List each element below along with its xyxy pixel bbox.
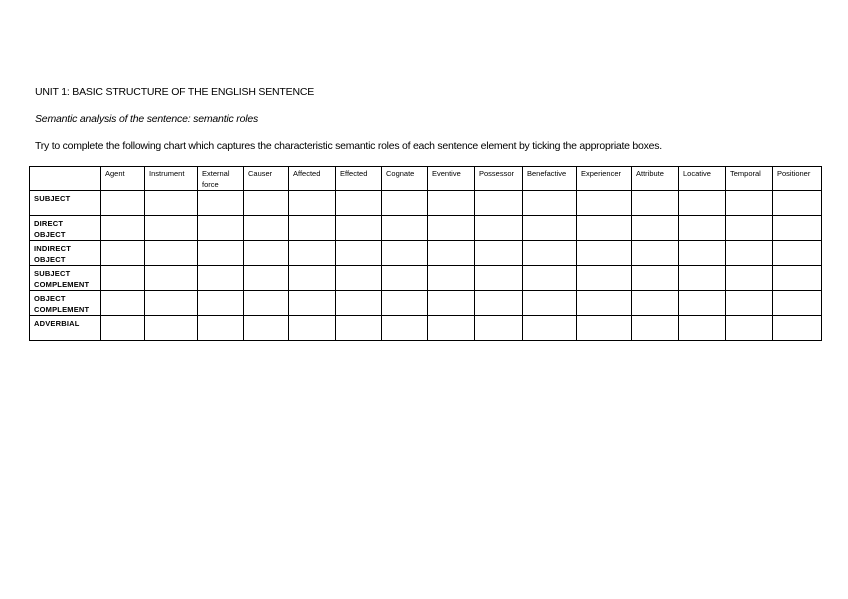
tick-box-cell[interactable] (773, 291, 822, 316)
tick-box-cell[interactable] (198, 241, 244, 266)
table-corner-cell (30, 167, 101, 191)
column-header-eventive: Eventive (428, 167, 475, 191)
tick-box-cell[interactable] (679, 266, 726, 291)
tick-box-cell[interactable] (428, 316, 475, 341)
tick-box-cell[interactable] (632, 266, 679, 291)
column-header-experiencer: Experiencer (577, 167, 632, 191)
tick-box-cell[interactable] (289, 191, 336, 216)
tick-box-cell[interactable] (145, 241, 198, 266)
tick-box-cell[interactable] (577, 316, 632, 341)
tick-box-cell[interactable] (101, 316, 145, 341)
tick-box-cell[interactable] (428, 266, 475, 291)
column-header-external-force: External force (198, 167, 244, 191)
tick-box-cell[interactable] (145, 216, 198, 241)
tick-box-cell[interactable] (145, 291, 198, 316)
column-header-cognate: Cognate (382, 167, 428, 191)
row-header: OBJECT COMPLEMENT (30, 291, 101, 316)
tick-box-cell[interactable] (773, 216, 822, 241)
tick-box-cell[interactable] (336, 241, 382, 266)
table-row (30, 316, 822, 341)
tick-box-cell[interactable] (632, 316, 679, 341)
table-row (30, 266, 822, 291)
row-header: INDIRECT OBJECT (30, 241, 101, 266)
tick-box-cell[interactable] (632, 241, 679, 266)
tick-box-cell[interactable] (632, 291, 679, 316)
tick-box-cell[interactable] (475, 241, 523, 266)
tick-box-cell[interactable] (632, 191, 679, 216)
tick-box-cell[interactable] (726, 241, 773, 266)
tick-box-cell[interactable] (475, 216, 523, 241)
tick-box-cell[interactable] (336, 191, 382, 216)
tick-box-cell[interactable] (336, 216, 382, 241)
tick-box-cell[interactable] (523, 191, 577, 216)
tick-box-cell[interactable] (382, 291, 428, 316)
tick-box-cell[interactable] (679, 241, 726, 266)
column-header-effected: Effected (336, 167, 382, 191)
tick-box-cell[interactable] (773, 316, 822, 341)
tick-box-cell[interactable] (198, 316, 244, 341)
semantic-roles-table (29, 166, 822, 341)
tick-box-cell[interactable] (336, 316, 382, 341)
row-header: SUBJECT COMPLEMENT (30, 266, 101, 291)
tick-box-cell[interactable] (101, 191, 145, 216)
tick-box-cell[interactable] (523, 241, 577, 266)
tick-box-cell[interactable] (382, 241, 428, 266)
tick-box-cell[interactable] (382, 266, 428, 291)
tick-box-cell[interactable] (679, 291, 726, 316)
tick-box-cell[interactable] (289, 241, 336, 266)
tick-box-cell[interactable] (289, 291, 336, 316)
tick-box-cell[interactable] (244, 316, 289, 341)
column-header-attribute: Attribute (632, 167, 679, 191)
tick-box-cell[interactable] (198, 291, 244, 316)
tick-box-cell[interactable] (101, 291, 145, 316)
tick-box-cell[interactable] (475, 191, 523, 216)
tick-box-cell[interactable] (726, 291, 773, 316)
tick-box-cell[interactable] (726, 216, 773, 241)
tick-box-cell[interactable] (244, 191, 289, 216)
row-header: SUBJECT (30, 191, 101, 216)
tick-box-cell[interactable] (101, 266, 145, 291)
tick-box-cell[interactable] (428, 216, 475, 241)
tick-box-cell[interactable] (726, 266, 773, 291)
column-header-agent: Agent (101, 167, 145, 191)
tick-box-cell[interactable] (577, 216, 632, 241)
tick-box-cell[interactable] (244, 216, 289, 241)
table-header-row (30, 167, 822, 191)
tick-box-cell[interactable] (336, 291, 382, 316)
column-header-positioner: Positioner (773, 167, 822, 191)
tick-box-cell[interactable] (475, 266, 523, 291)
column-header-causer: Causer (244, 167, 289, 191)
document-title: UNIT 1: BASIC STRUCTURE OF THE ENGLISH SENTENCE (35, 86, 315, 98)
column-header-temporal: Temporal (726, 167, 773, 191)
row-header: ADVERBIAL (30, 316, 101, 341)
tick-box-cell[interactable] (198, 266, 244, 291)
tick-box-cell[interactable] (145, 191, 198, 216)
tick-box-cell[interactable] (244, 241, 289, 266)
tick-box-cell[interactable] (577, 291, 632, 316)
tick-box-cell[interactable] (382, 216, 428, 241)
tick-box-cell[interactable] (428, 291, 475, 316)
tick-box-cell[interactable] (336, 266, 382, 291)
tick-box-cell[interactable] (523, 316, 577, 341)
tick-box-cell[interactable] (145, 266, 198, 291)
tick-box-cell[interactable] (577, 191, 632, 216)
tick-box-cell[interactable] (289, 216, 336, 241)
tick-box-cell[interactable] (289, 266, 336, 291)
tick-box-cell[interactable] (428, 191, 475, 216)
tick-box-cell[interactable] (773, 266, 822, 291)
document-subtitle: Semantic analysis of the sentence: semantic roles (35, 113, 259, 125)
tick-box-cell[interactable] (577, 241, 632, 266)
tick-box-cell[interactable] (632, 216, 679, 241)
instruction-text: Try to complete the following chart which captures the characteristic semantic roles of each sentence element by ticking the appropriate boxes. (35, 140, 662, 152)
tick-box-cell[interactable] (726, 316, 773, 341)
tick-box-cell[interactable] (773, 241, 822, 266)
tick-box-cell[interactable] (428, 241, 475, 266)
table-row (30, 216, 822, 241)
tick-box-cell[interactable] (101, 241, 145, 266)
tick-box-cell[interactable] (523, 291, 577, 316)
column-header-locative: Locative (679, 167, 726, 191)
column-header-affected: Affected (289, 167, 336, 191)
tick-box-cell[interactable] (679, 191, 726, 216)
tick-box-cell[interactable] (382, 191, 428, 216)
table-row (30, 191, 822, 216)
tick-box-cell[interactable] (101, 216, 145, 241)
tick-box-cell[interactable] (382, 316, 428, 341)
tick-box-cell[interactable] (475, 316, 523, 341)
column-header-instrument: Instrument (145, 167, 198, 191)
tick-box-cell[interactable] (244, 266, 289, 291)
column-header-benefactive: Benefactive (523, 167, 577, 191)
tick-box-cell[interactable] (289, 316, 336, 341)
tick-box-cell[interactable] (726, 191, 773, 216)
column-header-possessor: Possessor (475, 167, 523, 191)
tick-box-cell[interactable] (244, 291, 289, 316)
tick-box-cell[interactable] (198, 216, 244, 241)
tick-box-cell[interactable] (198, 191, 244, 216)
table-row (30, 291, 822, 316)
row-header: DIRECT OBJECT (30, 216, 101, 241)
tick-box-cell[interactable] (679, 216, 726, 241)
tick-box-cell[interactable] (577, 266, 632, 291)
tick-box-cell[interactable] (145, 316, 198, 341)
tick-box-cell[interactable] (523, 216, 577, 241)
table-row (30, 241, 822, 266)
tick-box-cell[interactable] (523, 266, 577, 291)
tick-box-cell[interactable] (773, 191, 822, 216)
tick-box-cell[interactable] (475, 291, 523, 316)
tick-box-cell[interactable] (679, 316, 726, 341)
